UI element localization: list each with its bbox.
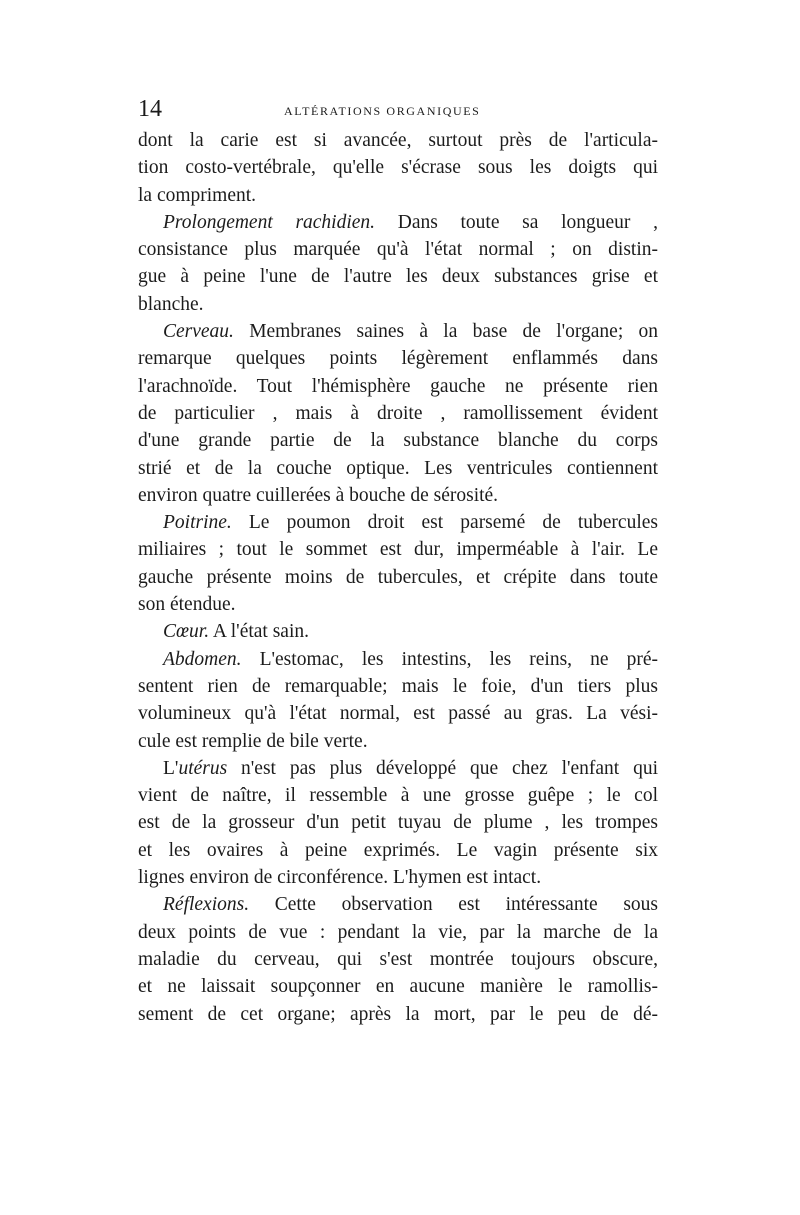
text-line bbox=[138, 127, 658, 154]
line-text: et les ovaires à peine exprimés. Le vagin présente six bbox=[138, 839, 658, 861]
line-text: deux points de vue : pendant la vie, par la marche de la bbox=[138, 921, 658, 943]
line-text: la compriment. bbox=[138, 184, 257, 206]
line-text: lignes environ de circonférence. L'hymen est intact. bbox=[138, 867, 542, 889]
line-text: A l'état sain. bbox=[209, 621, 309, 643]
text-line bbox=[138, 318, 658, 345]
line-text: strié et de la couche optique. Les ventricules contiennent bbox=[138, 457, 658, 479]
text-line bbox=[138, 373, 658, 400]
section-heading: Cerveau. bbox=[163, 321, 234, 343]
text-line bbox=[138, 291, 658, 318]
line-text: gue à peine l'une de l'autre les deux substances grise et bbox=[138, 266, 658, 288]
line-text: environ quatre cuillerées à bouche de sérosité. bbox=[138, 484, 499, 506]
line-text: n'est pas plus développé que chez l'enfant qui bbox=[227, 757, 658, 779]
line-text: d'une grande partie de la substance blanche du corps bbox=[138, 430, 658, 452]
body-text bbox=[138, 127, 658, 1028]
section-heading: Cœur. bbox=[163, 621, 210, 643]
text-line bbox=[138, 700, 658, 727]
text-line bbox=[138, 618, 658, 645]
text-line bbox=[138, 919, 658, 946]
line-text: et ne laissait soupçonner en aucune manière le ramollis- bbox=[138, 976, 658, 998]
line-text: Membranes saines à la base de l'organe; on bbox=[233, 321, 658, 343]
text-line bbox=[138, 891, 658, 918]
line-text: son étendue. bbox=[138, 594, 236, 616]
text-line bbox=[138, 646, 658, 673]
section-heading: utérus bbox=[178, 757, 228, 779]
line-text: volumineux qu'à l'état normal, est passé au gras. La vési- bbox=[138, 703, 658, 725]
text-line bbox=[138, 864, 658, 891]
line-text: de particulier , mais à droite , ramollissement évident bbox=[138, 402, 658, 424]
page-number: 14 bbox=[138, 96, 162, 122]
line-text: cule est remplie de bile verte. bbox=[138, 730, 368, 752]
line-text: Cette observation est intéressante sous bbox=[249, 894, 658, 916]
section-heading: Poitrine. bbox=[163, 512, 232, 534]
line-text: maladie du cerveau, qui s'est montrée toujours obscure, bbox=[138, 948, 658, 970]
text-line bbox=[138, 455, 658, 482]
text-line bbox=[138, 400, 658, 427]
line-prefix: L' bbox=[163, 757, 179, 779]
text-line bbox=[138, 564, 658, 591]
section-heading: Abdomen. bbox=[163, 648, 242, 670]
text-line bbox=[138, 1001, 658, 1028]
text-line bbox=[138, 154, 658, 181]
line-text: gauche présente moins de tubercules, et crépite dans toute bbox=[138, 566, 658, 588]
page-header bbox=[138, 96, 658, 126]
text-line bbox=[138, 728, 658, 755]
text-line bbox=[138, 536, 658, 563]
text-line bbox=[138, 837, 658, 864]
line-text: l'arachnoïde. Tout l'hémisphère gauche ne présente rien bbox=[138, 375, 658, 397]
line-text: blanche. bbox=[138, 293, 204, 315]
section-heading: Prolongement rachidien. bbox=[163, 211, 376, 233]
text-line bbox=[138, 755, 658, 782]
running-head: ALTÉRATIONS ORGANIQUES bbox=[284, 104, 481, 118]
line-text: tion costo-vertébrale, qu'elle s'écrase sous les doigts qui bbox=[138, 157, 658, 179]
text-line bbox=[138, 263, 658, 290]
text-line bbox=[138, 782, 658, 809]
text-line bbox=[138, 345, 658, 372]
section-heading: Réflexions. bbox=[163, 894, 250, 916]
line-text: dont la carie est si avancée, surtout près de l'articula- bbox=[138, 130, 658, 151]
text-line bbox=[138, 673, 658, 700]
text-line bbox=[138, 182, 658, 209]
line-text: L'estomac, les intestins, les reins, ne pré- bbox=[241, 648, 658, 670]
text-line bbox=[138, 946, 658, 973]
text-line bbox=[138, 482, 658, 509]
line-text: remarque quelques points légèrement enflammés dans bbox=[138, 348, 658, 370]
line-text: Dans toute sa longueur , bbox=[375, 211, 658, 233]
text-line bbox=[138, 427, 658, 454]
line-text: sement de cet organe; après la mort, par le peu de dé- bbox=[138, 1003, 658, 1025]
line-text: miliaires ; tout le sommet est dur, imperméable à l'air. Le bbox=[138, 539, 658, 561]
line-text: Le poumon droit est parsemé de tubercules bbox=[231, 512, 658, 534]
text-line bbox=[138, 236, 658, 263]
line-text: consistance plus marquée qu'à l'état normal ; on distin- bbox=[138, 239, 658, 261]
text-line bbox=[138, 809, 658, 836]
text-line bbox=[138, 209, 658, 236]
text-line bbox=[138, 509, 658, 536]
line-text: est de la grosseur d'un petit tuyau de plume , les trompes bbox=[138, 812, 658, 834]
line-text: sentent rien de remarquable; mais le foie, d'un tiers plus bbox=[138, 675, 658, 697]
text-line bbox=[138, 591, 658, 618]
text-line bbox=[138, 973, 658, 1000]
line-text: vient de naître, il ressemble à une grosse guêpe ; le col bbox=[138, 785, 658, 807]
